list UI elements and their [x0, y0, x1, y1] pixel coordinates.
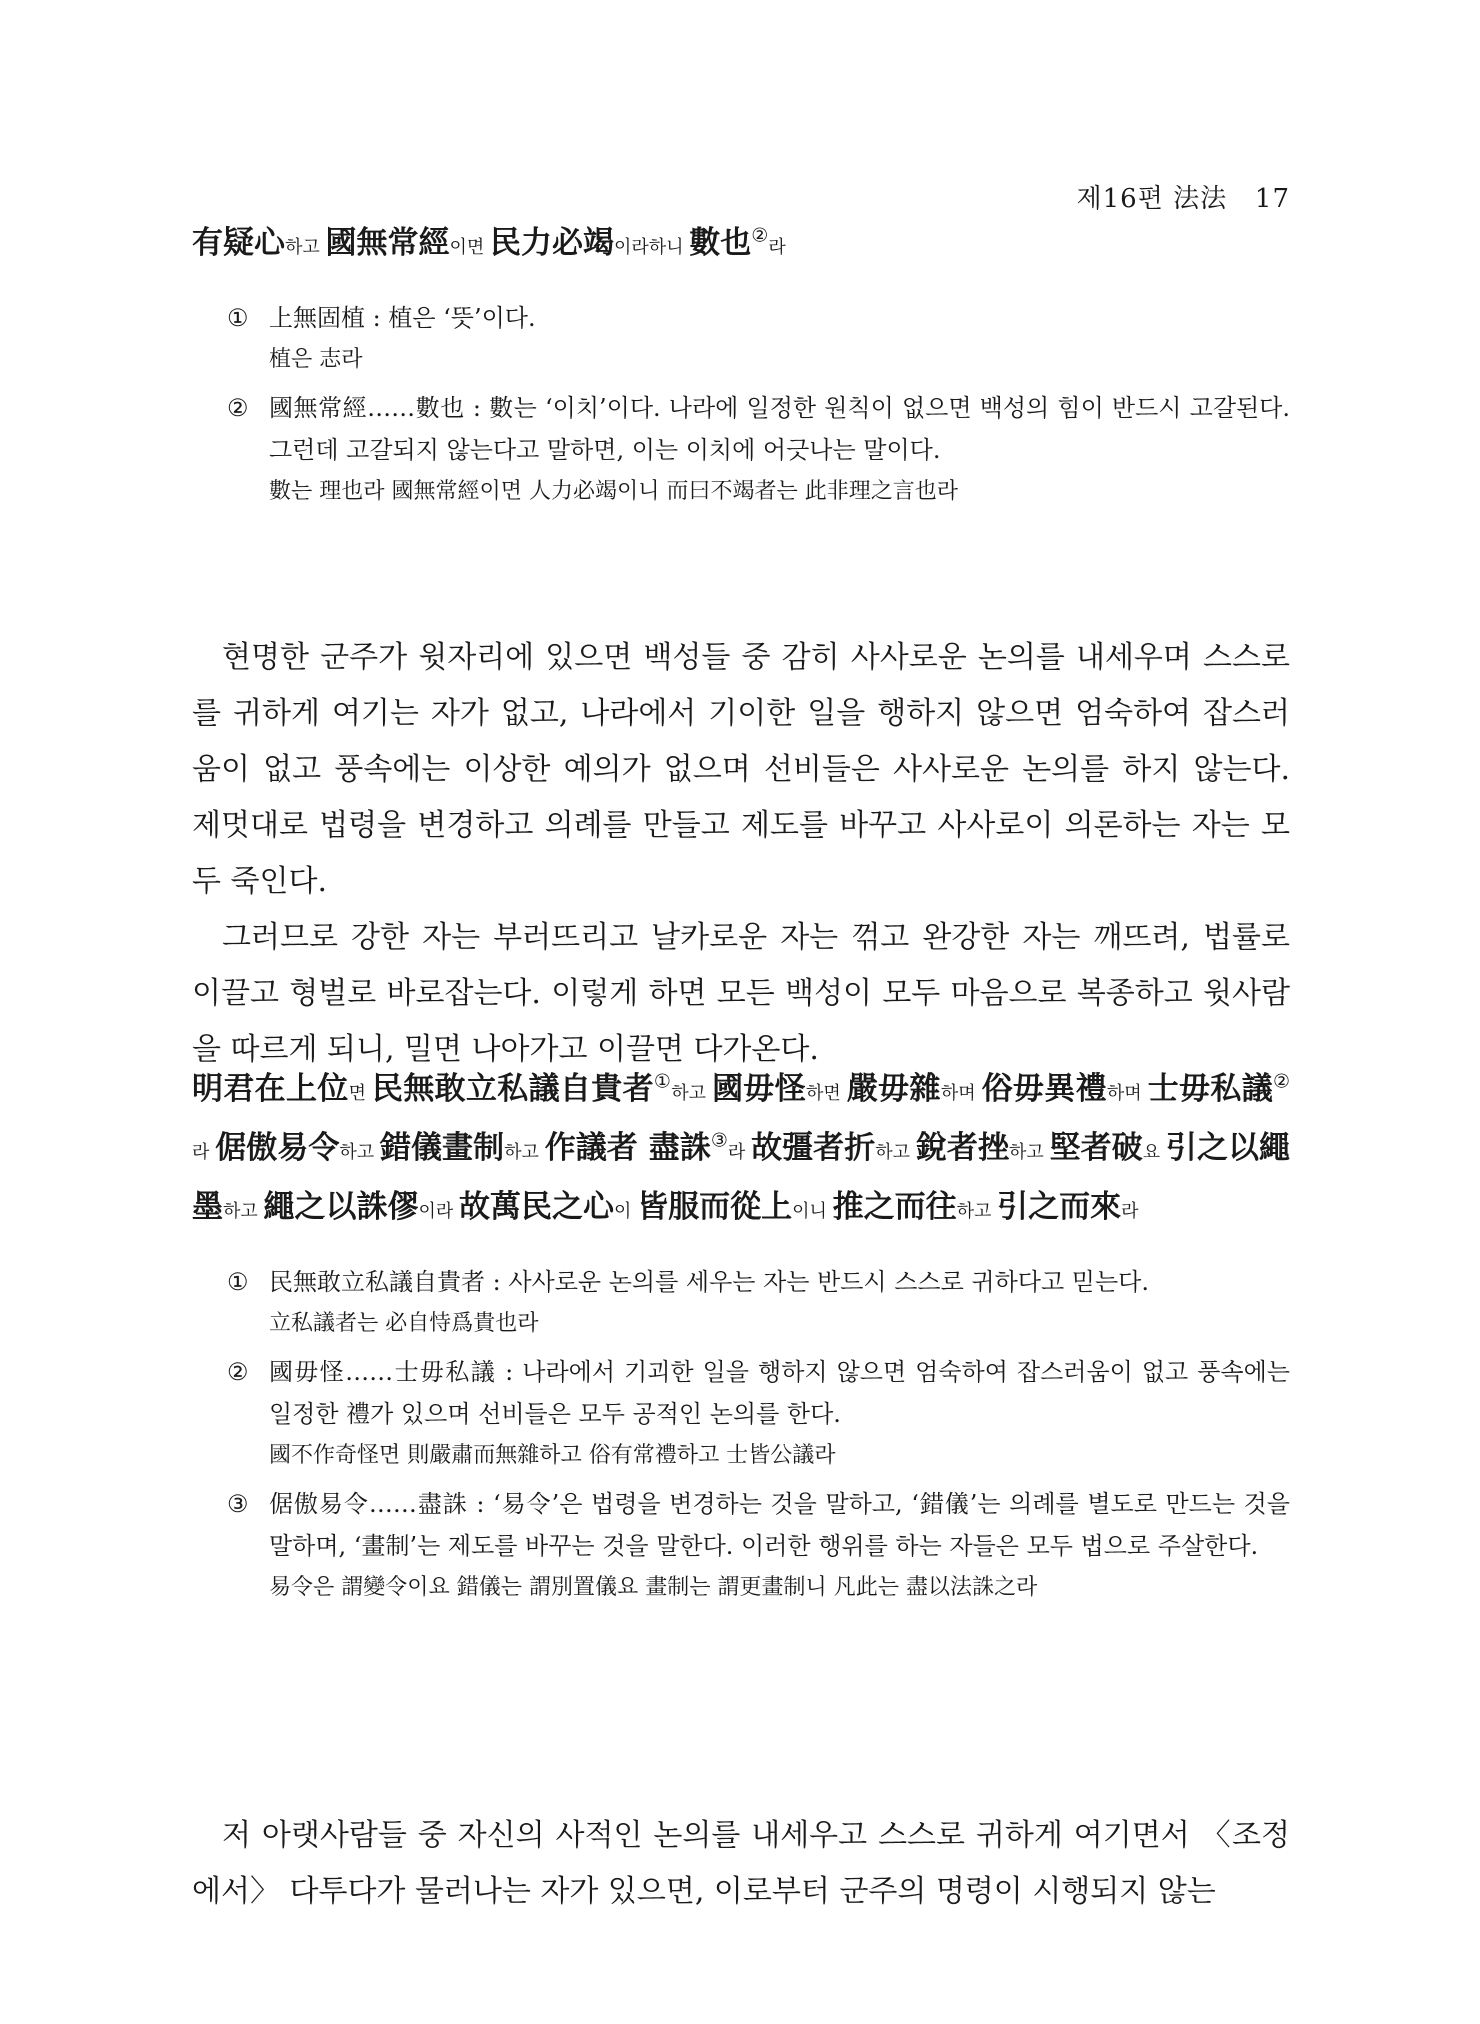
gloss-run: 하고: [671, 1083, 713, 1104]
gloss-run: 요: [1142, 1142, 1166, 1163]
gloss-run: 라: [1121, 1201, 1139, 1222]
footnote-number: ①: [227, 304, 249, 332]
hanja-run: 銳者挫: [915, 1130, 1009, 1166]
footnote-number: ②: [227, 1358, 249, 1386]
hanja-run: 繩之以誅僇: [263, 1189, 419, 1225]
footnote: [227, 1261, 1290, 1345]
gloss-run: 면: [348, 1083, 373, 1104]
footnote-ref: ①: [653, 1070, 672, 1093]
gloss-run: 하고: [1009, 1142, 1050, 1163]
footnote-text: 倨傲易令……盡誅 : ‘易令’은 법령을 변경하는 것을 말하고, ‘錯儀’는 의례를 별도로 만드는 것을 말하며, ‘畫制’는 제도를 바꾸는 것을 말한다. 이러한 행위를 하는 자들은 모두 법으로 주살한다.: [269, 1490, 1290, 1560]
hanja-run: 倨傲易令: [215, 1130, 340, 1166]
footnote-ref: ③: [710, 1129, 728, 1152]
gloss-run: 하고: [956, 1201, 998, 1222]
hanja-run: 錯儀畫制: [379, 1130, 505, 1166]
hanja-run: 民力必竭: [490, 225, 614, 261]
gloss-run: 하고: [223, 1201, 264, 1222]
footnote: [227, 387, 1290, 513]
classical-text-1: [192, 216, 1290, 275]
footnote-text: 上無固植 : 植은 ‘뜻’이다.: [269, 304, 536, 332]
translation-paragraph: 그러므로 강한 자는 부러뜨리고 날카로운 자는 꺾고 완강한 자는 깨뜨려, 법률로 이끌고 형벌로 바로잡는다. 이렇게 하면 모든 백성이 모두 마음으로 복종하고 윗사람을 따르게 되니, 밀면 나아가고 이끌면 다가온다.: [192, 920, 1290, 1067]
translation-paragraph: 저 아랫사람들 중 자신의 사적인 논의를 내세우고 스스로 귀하게 여기면서 〈조정에서〉 다투다가 물러나는 자가 있으면, 이로부터 군주의 명령이 시행되지 않는: [192, 1818, 1290, 1909]
hanja-run: 國無常經: [325, 225, 450, 261]
hanja-run: 作議者 盡誅: [544, 1130, 711, 1166]
footnote-text: 國無常經……數也 : 數는 ‘이치’이다. 나라에 일정한 원칙이 없으면 백성의 힘이 반드시 고갈된다. 그런데 고갈되지 않는다고 말하면, 이는 이치에 어긋나는 말이다.: [269, 394, 1290, 464]
hanja-run: 故萬民之心: [459, 1189, 614, 1225]
classical-text-2: [192, 1062, 1290, 1239]
translation-paragraph: 현명한 군주가 윗자리에 있으면 백성들 중 감히 사사로운 논의를 내세우며 스스로를 귀하게 여기는 자가 없고, 나라에서 기이한 일을 행하지 않으면 엄숙하여 잡스러움이 없고 풍속에는 이상한 예의가 없으며 선비들은 사사로운 논의를 하지 않는다. 제멋대로 법령을 변경하고 의례를 만들고 제도를 바꾸고 사사로이 의론하는 자는 모두 죽인다.: [192, 640, 1290, 899]
gloss-run: 하고: [875, 1142, 916, 1163]
footnote: [227, 1351, 1290, 1477]
hanja-run: 皆服而從上: [637, 1189, 793, 1225]
footnote-ref: ②: [751, 224, 769, 247]
footnote-text: 民無敢立私議自貴者 : 사사로운 논의를 세우는 자는 반드시 스스로 귀하다고 믿는다.: [269, 1268, 1149, 1296]
hanja-run: 引之以繩墨: [192, 1130, 1291, 1225]
footnote: [227, 1483, 1290, 1609]
footnote-text: 國毋怪……士毋私議 : 나라에서 기괴한 일을 행하지 않으면 엄숙하여 잡스러움이 없고 풍속에는 일정한 禮가 있으며 선비들은 모두 공적인 논의를 한다.: [269, 1358, 1290, 1428]
footnote-source: 植은 志라: [269, 347, 363, 372]
translation-1: [192, 630, 1290, 1078]
gloss-run: 하면: [806, 1083, 847, 1104]
gloss-run: 하고: [285, 237, 326, 258]
gloss-run: 이라: [418, 1201, 459, 1222]
running-header: [1077, 178, 1290, 215]
gloss-run: 이라하니: [614, 237, 690, 258]
footnote-ref: ②: [1273, 1070, 1291, 1093]
footnote-source: 易令은 謂變令이요 錯儀는 謂別置儀요 畫制는 謂更畫制니 凡此는 盡以法誅之라: [269, 1575, 1038, 1600]
translation-2: [192, 1808, 1290, 1920]
footnote-number: ①: [227, 1268, 249, 1296]
gloss-run: 라: [192, 1142, 216, 1163]
footnote: [227, 297, 1290, 381]
hanja-run: 民無敢立私議自貴者: [372, 1071, 654, 1107]
gloss-run: 하며: [1106, 1083, 1148, 1104]
hanja-run: 故彊者折: [751, 1130, 876, 1166]
hanja-run: 嚴毋雜: [846, 1071, 941, 1107]
footnote-source: 數는 理也라 國無常經이면 人力必竭이니 而曰不竭者는 此非理之言也라: [269, 479, 958, 504]
footnote-source: 國不作奇怪면 則嚴肅而無雜하고 俗有常禮하고 士皆公議라: [269, 1443, 836, 1468]
hanja-run: 堅者破: [1049, 1130, 1143, 1166]
gloss-run: 이면: [449, 237, 490, 258]
hanja-run: 明君在上位: [192, 1071, 349, 1107]
block1-wrap: [192, 216, 1290, 519]
gloss-run: 하고: [339, 1142, 380, 1163]
gloss-run: 이: [614, 1201, 638, 1222]
page-number: 17: [1254, 184, 1290, 214]
hanja-run: 推之而往: [832, 1189, 957, 1225]
block2-wrap: [192, 1062, 1290, 1615]
chapter-title: 제16편 法法: [1076, 184, 1228, 214]
hanja-run: 國毋怪: [712, 1071, 807, 1107]
footnotes-2: [192, 1261, 1290, 1609]
footnote-source: 立私議者는 必自恃爲貴也라: [269, 1311, 539, 1336]
hanja-run: 有疑心: [192, 225, 285, 261]
footnote-number: ②: [227, 394, 249, 422]
hanja-run: 俗毋異禮: [981, 1071, 1107, 1107]
hanja-run: 士毋私議: [1147, 1071, 1274, 1107]
gloss-run: 하고: [504, 1142, 545, 1163]
gloss-run: 이니: [792, 1201, 833, 1222]
gloss-run: 라: [768, 237, 786, 258]
footnotes-1: [192, 297, 1290, 513]
gloss-run: 라: [727, 1142, 752, 1163]
footnote-number: ③: [227, 1490, 249, 1518]
gloss-run: 하며: [940, 1083, 982, 1104]
hanja-run: 數也: [689, 225, 752, 261]
hanja-run: 引之而來: [997, 1189, 1122, 1225]
